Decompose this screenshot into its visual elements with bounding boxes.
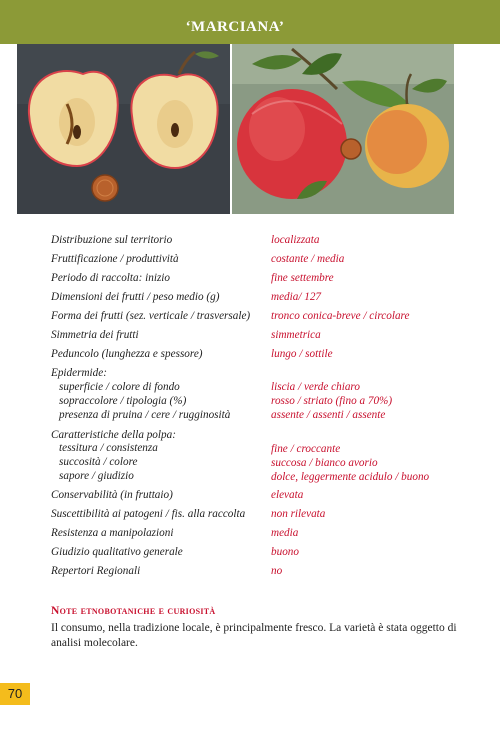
- trait-label: Suscettibilità ai patogeni / fis. alla raccolta: [51, 508, 246, 520]
- trait-label: presenza di pruina / cere / rugginosità: [59, 409, 231, 421]
- trait-label: Dimensioni dei frutti / peso medio (g): [51, 291, 220, 303]
- trait-value: assente / assenti / assente: [271, 409, 386, 421]
- trait-value: succosa / bianco avorio: [271, 457, 378, 469]
- trait-label: Periodo di raccolta: inizio: [51, 272, 171, 284]
- trait-value: liscia / verde chiaro: [271, 381, 360, 393]
- trait-label: Repertori Regionali: [51, 565, 141, 577]
- trait-value: media/ 127: [271, 291, 322, 303]
- trait-value: buono: [271, 546, 299, 558]
- trait-value: rosso / striato (fino a 70%): [271, 395, 393, 407]
- trait-label: Simmetria dei frutti: [51, 329, 139, 341]
- trait-label: Conservabilità (in fruttaio): [51, 489, 173, 501]
- trait-label: Distribuzione sul territorio: [51, 234, 173, 246]
- notes-heading: Note etnobotaniche e curiosità: [51, 605, 216, 617]
- trait-label: Giudizio qualitativo generale: [51, 546, 183, 558]
- trait-value: no: [271, 565, 283, 577]
- trait-label: Resistenza a manipolazioni: [51, 527, 174, 539]
- trait-value: costante / media: [271, 253, 345, 265]
- page-number: 70: [7, 686, 23, 701]
- trait-label: Peduncolo (lunghezza e spessore): [51, 348, 203, 360]
- trait-label: sapore / giudizio: [59, 470, 134, 482]
- trait-value: media: [271, 527, 299, 539]
- whole-apples-illustration: [232, 44, 454, 214]
- trait-value: fine settembre: [271, 272, 334, 284]
- trait-value: lungo / sottile: [271, 348, 333, 360]
- trait-value: simmetrica: [271, 329, 321, 341]
- trait-label: superficie / colore di fondo: [59, 381, 180, 393]
- trait-value: non rilevata: [271, 508, 326, 520]
- notes-text: Il consumo, nella tradizione locale, è principalmente fresco. La varietà è stata oggetto di analisi molecolare.: [51, 622, 457, 649]
- apple-halves-illustration: [17, 44, 230, 214]
- photo-apple-halves: [17, 44, 230, 214]
- trait-value: tronco conica-breve / circolare: [271, 310, 410, 322]
- trait-label: Fruttificazione / produttività: [51, 253, 179, 265]
- trait-label: sopraccolore / tipologia (%): [59, 395, 187, 407]
- trait-value: elevata: [271, 489, 304, 501]
- trait-value: dolce, leggermente acidulo / buono: [271, 471, 430, 483]
- trait-value: localizzata: [271, 234, 320, 246]
- trait-group-label: Caratteristiche della polpa:: [51, 429, 176, 441]
- trait-label: tessitura / consistenza: [59, 442, 158, 454]
- trait-value: fine / croccante: [271, 443, 341, 455]
- trait-group-label: Epidermide:: [51, 367, 107, 379]
- variety-title: ‘MARCIANA’: [185, 19, 285, 35]
- trait-label: succosità / colore: [59, 456, 138, 468]
- trait-label: Forma dei frutti (sez. verticale / trasversale): [51, 310, 251, 322]
- photo-whole-apples: [232, 44, 454, 214]
